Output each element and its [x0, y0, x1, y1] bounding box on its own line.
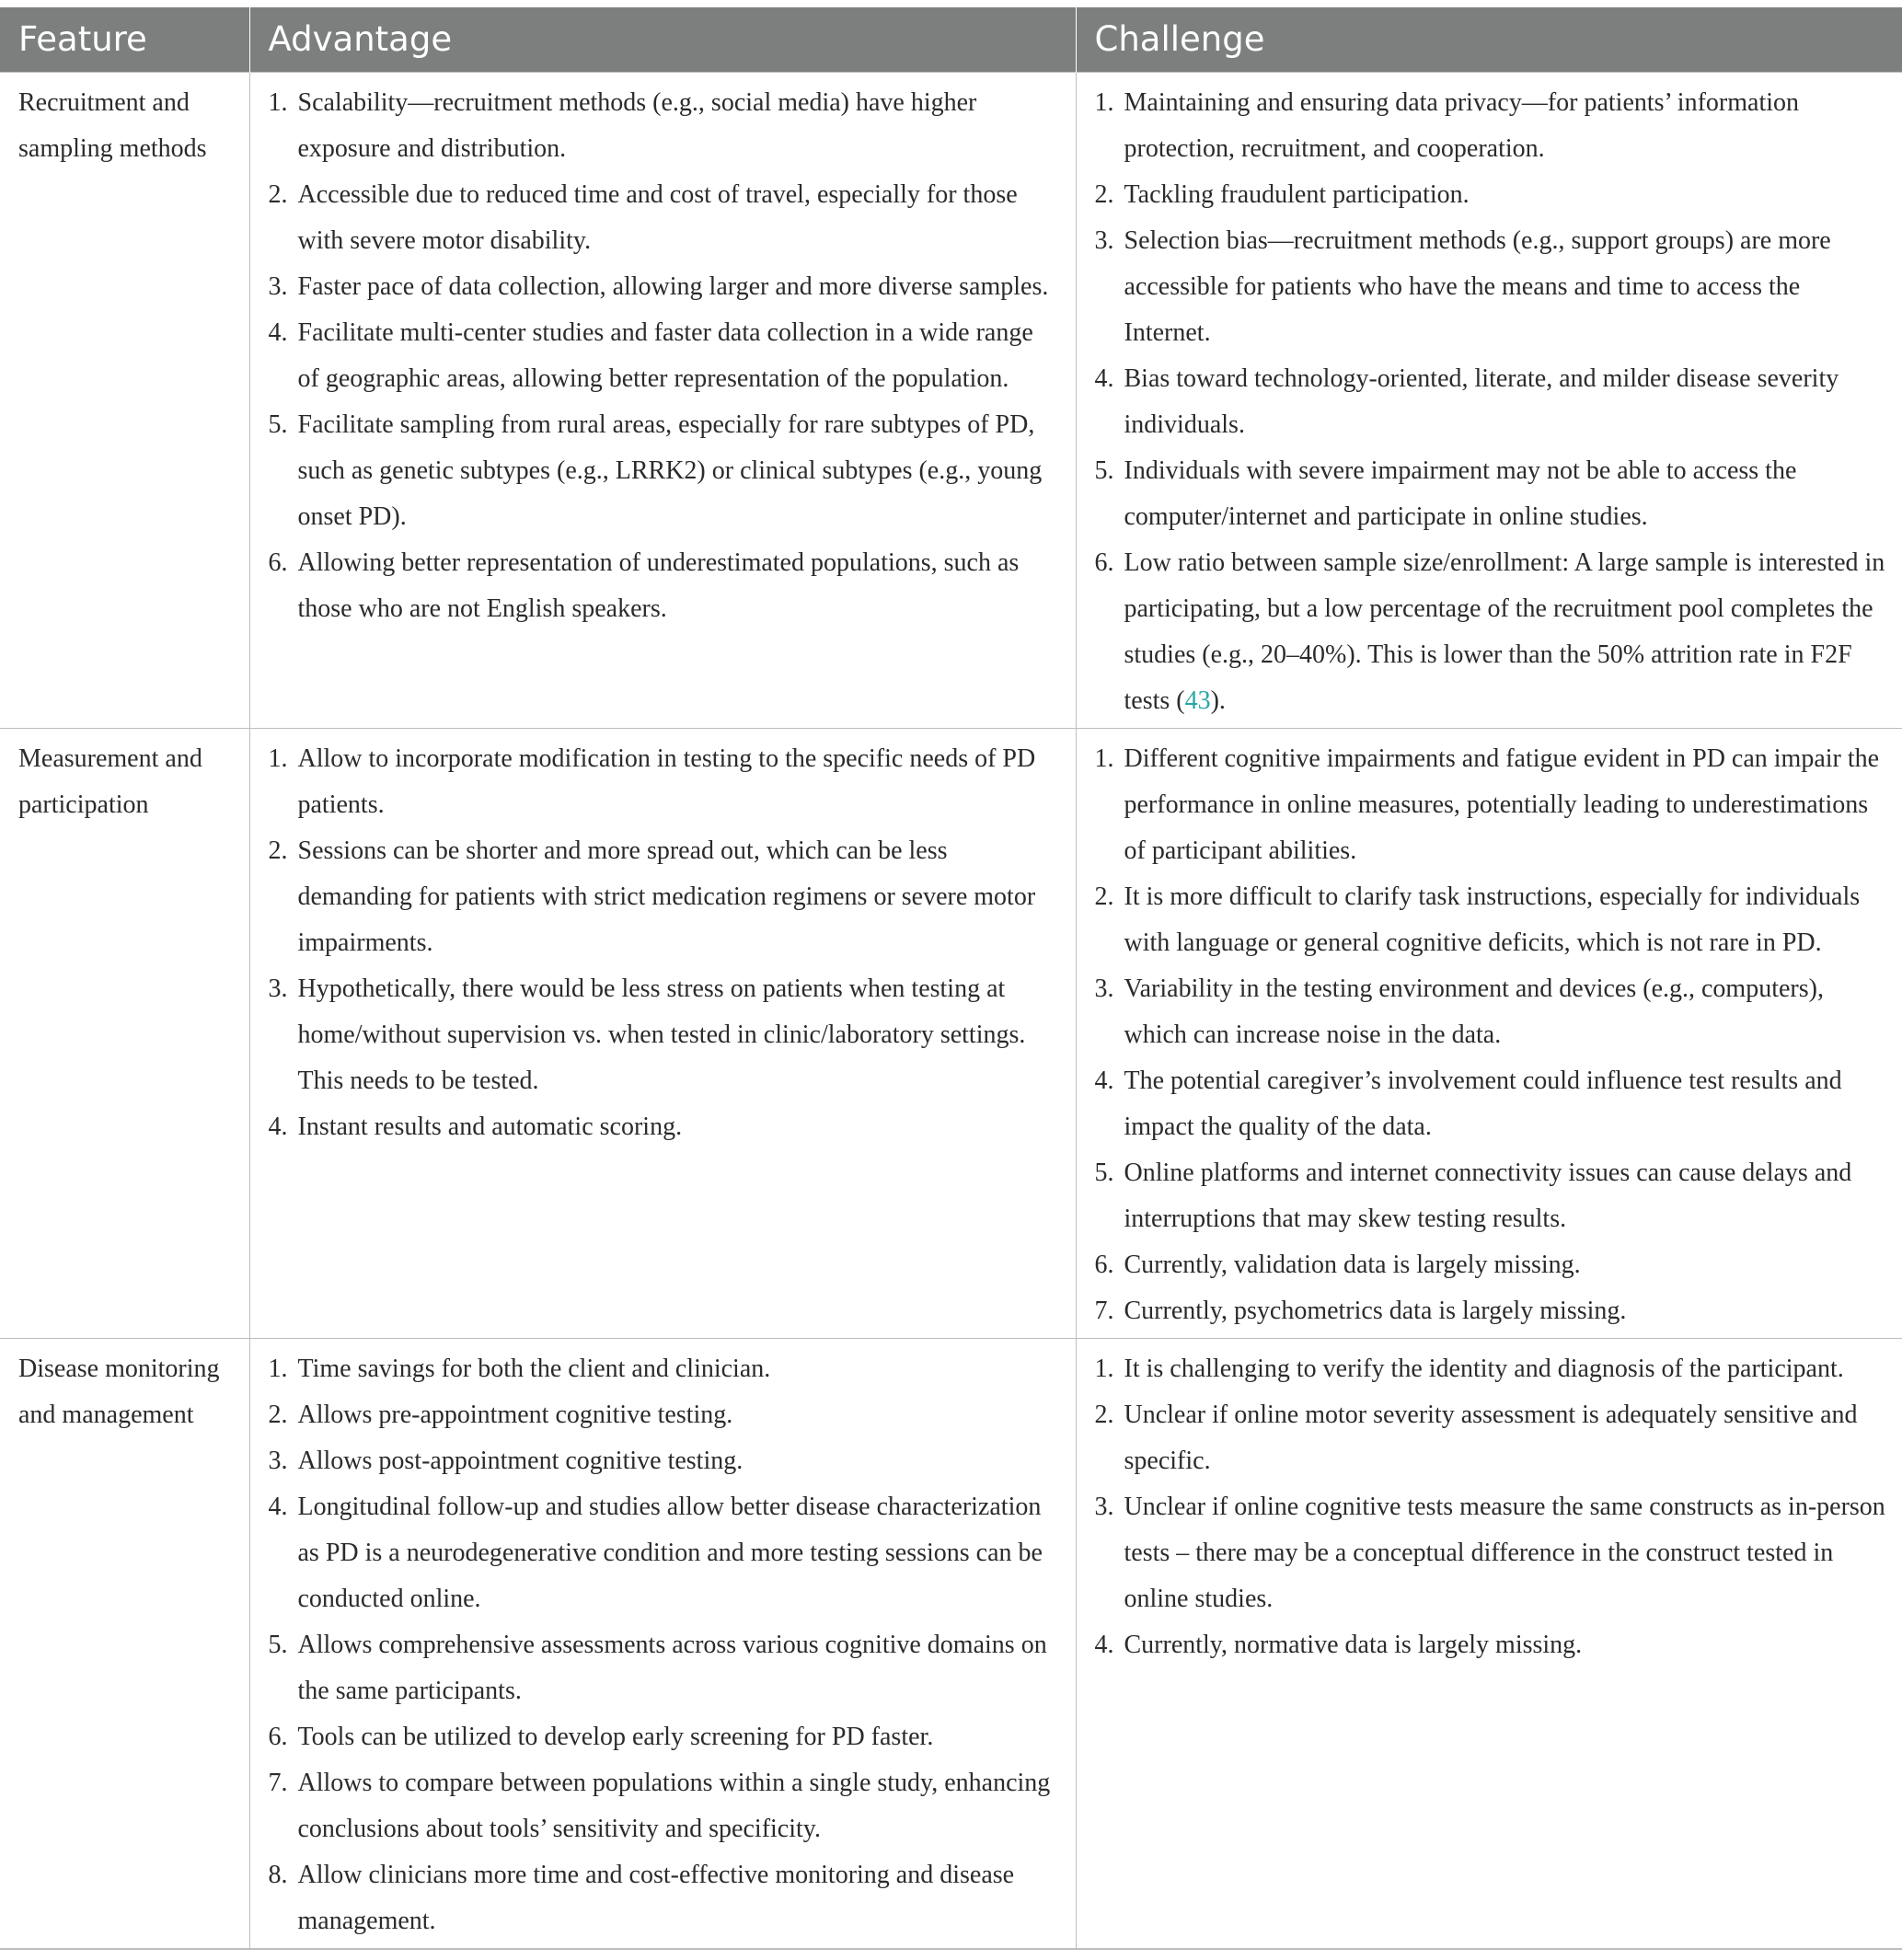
list-item: [269, 402, 1061, 540]
item-text: Low ratio between sample size/enrollment: A large sample is interested in participating, but a low percentage of the recruitment pool completes the studies (e.g., 20–40%). This is lower than the 50% attrition rate in F2F tests (: [1124, 548, 1885, 715]
item-text: Allowing better representation of underestimated populations, such as those who are not English speakers.: [297, 548, 1020, 623]
list-item: [1095, 1622, 1888, 1668]
item-number: 1.: [268, 1354, 288, 1383]
list-item: [269, 1392, 1061, 1438]
list-item: [1095, 1242, 1888, 1288]
item-number: 1.: [1094, 744, 1114, 773]
feature-cell: Measurement and participation: [0, 728, 249, 1338]
list-item: [269, 1760, 1061, 1852]
item-number: 1.: [268, 744, 288, 773]
header-feature: Feature: [0, 7, 249, 72]
list-item: [269, 736, 1061, 828]
item-number: 2.: [1094, 179, 1114, 209]
feature-cell: Recruitment and sampling methods: [0, 72, 249, 728]
item-text: Maintaining and ensuring data privacy—for patients’ information protection, recruitment, and cooperation.: [1124, 87, 1799, 163]
list-item: [269, 172, 1061, 264]
item-number: 3.: [1094, 974, 1114, 1003]
table-row: [0, 1338, 1902, 1949]
list-item: [1095, 966, 1888, 1058]
challenge-list: [1095, 736, 1888, 1334]
list-item: [1095, 1392, 1888, 1484]
item-number: 1.: [1094, 87, 1114, 117]
list-item: [269, 966, 1061, 1104]
item-number: 1.: [268, 87, 288, 117]
list-item: [269, 1484, 1061, 1622]
item-text: Allows to compare between populations within a single study, enhancing conclusions about tools’ sensitivity and specificity.: [297, 1768, 1051, 1843]
item-text: Faster pace of data collection, allowing larger and more diverse samples.: [297, 271, 1049, 301]
list-item: [1095, 1484, 1888, 1622]
advantage-cell: [249, 72, 1076, 728]
item-number: 4.: [1094, 1630, 1114, 1659]
item-number: 3.: [1094, 1492, 1114, 1521]
list-item: [269, 540, 1061, 632]
comparison-table: [0, 7, 1902, 1950]
item-text: Hypothetically, there would be less stress on patients when testing at home/without supervision vs. when tested in clinic/laboratory settings. This needs to be tested.: [297, 974, 1026, 1095]
item-text: Allow to incorporate modification in testing to the specific needs of PD patients.: [297, 744, 1036, 819]
item-text: Unclear if online cognitive tests measure the same constructs as in-person tests – there may be a conceptual difference in the construct tested in online studies.: [1124, 1492, 1885, 1613]
item-number: 6.: [268, 1722, 288, 1751]
list-item: [1095, 356, 1888, 448]
list-item: [269, 264, 1061, 310]
item-text: Online platforms and internet connectivity issues can cause delays and interruptions that may skew testing results.: [1124, 1158, 1852, 1233]
item-number: 3.: [1094, 225, 1114, 255]
comparison-table-container: [0, 7, 1902, 1950]
item-text: Allows pre-appointment cognitive testing.: [297, 1400, 733, 1429]
item-number: 2.: [268, 1400, 288, 1429]
item-text: It is challenging to verify the identity and diagnosis of the participant.: [1124, 1354, 1844, 1383]
challenge-cell: [1076, 72, 1902, 728]
list-item: [1095, 874, 1888, 966]
feature-cell: Disease monitoring and management: [0, 1338, 249, 1949]
advantage-cell: [249, 728, 1076, 1338]
header-advantage: Advantage: [249, 7, 1076, 72]
item-text: The potential caregiver’s involvement could influence test results and impact the quality of the data.: [1124, 1066, 1842, 1141]
item-text: Individuals with severe impairment may not be able to access the computer/internet and participate in online studies.: [1124, 455, 1797, 531]
item-number: 5.: [1094, 1158, 1114, 1187]
item-text: It is more difficult to clarify task instructions, especially for individuals with language or general cognitive deficits, which is not rare in PD.: [1124, 882, 1861, 957]
item-text-tail: ).: [1210, 686, 1226, 715]
list-item: [269, 1622, 1061, 1714]
item-text: Currently, validation data is largely missing.: [1124, 1250, 1581, 1279]
list-item: [269, 828, 1061, 966]
item-number: 2.: [1094, 1400, 1114, 1429]
item-number: 3.: [268, 1446, 288, 1475]
item-number: 4.: [1094, 363, 1114, 393]
item-text: Longitudinal follow-up and studies allow better disease characterization as PD is a neurodegenerative condition and more testing sessions can be conducted online.: [297, 1492, 1043, 1613]
table-header: [0, 7, 1902, 72]
item-number: 4.: [268, 317, 288, 347]
item-number: 7.: [1094, 1296, 1114, 1325]
list-item: [1095, 1150, 1888, 1242]
item-number: 7.: [268, 1768, 288, 1797]
item-text: Facilitate multi-center studies and faster data collection in a wide range of geographic areas, allowing better representation of the population.: [297, 317, 1033, 393]
item-text: Currently, normative data is largely missing.: [1124, 1630, 1583, 1659]
item-number: 3.: [268, 974, 288, 1003]
list-item: [1095, 80, 1888, 172]
advantage-list: [269, 1346, 1061, 1944]
item-text: Sessions can be shorter and more spread out, which can be less demanding for patients with strict medication regimens or severe motor impairments.: [297, 836, 1036, 957]
advantage-cell: [249, 1338, 1076, 1949]
list-item: [269, 1104, 1061, 1150]
header-challenge: Challenge: [1076, 7, 1902, 72]
item-text: Allow clinicians more time and cost-effective monitoring and disease management.: [297, 1860, 1015, 1935]
item-text: Selection bias—recruitment methods (e.g., support groups) are more accessible for patients who have the means and time to access the Internet.: [1124, 225, 1831, 347]
item-number: 1.: [1094, 1354, 1114, 1383]
item-text: Scalability—recruitment methods (e.g., social media) have higher exposure and distribution.: [297, 87, 977, 163]
item-text: Bias toward technology-oriented, literate, and milder disease severity individuals.: [1124, 363, 1839, 439]
item-number: 5.: [1094, 455, 1114, 485]
item-number: 2.: [268, 179, 288, 209]
item-number: 2.: [268, 836, 288, 865]
item-number: 8.: [268, 1860, 288, 1889]
item-text: Instant results and automatic scoring.: [297, 1112, 683, 1141]
challenge-list: [1095, 80, 1888, 724]
item-text: Currently, psychometrics data is largely missing.: [1124, 1296, 1627, 1325]
list-item: [1095, 218, 1888, 356]
item-text: Allows post-appointment cognitive testing.: [297, 1446, 744, 1475]
item-text: Tackling fraudulent participation.: [1124, 179, 1470, 209]
advantage-list: [269, 80, 1061, 632]
list-item: [1095, 736, 1888, 874]
advantage-list: [269, 736, 1061, 1150]
item-text: Tools can be utilized to develop early screening for PD faster.: [297, 1722, 934, 1751]
item-number: 6.: [1094, 548, 1114, 577]
list-item: [1095, 448, 1888, 540]
item-number: 2.: [1094, 882, 1114, 911]
table-row: [0, 728, 1902, 1338]
item-text: Accessible due to reduced time and cost of travel, especially for those with severe motor disability.: [297, 179, 1018, 255]
challenge-cell: [1076, 1338, 1902, 1949]
list-item: [1095, 1288, 1888, 1334]
challenge-cell: [1076, 728, 1902, 1338]
item-text: Allows comprehensive assessments across various cognitive domains on the same participants.: [297, 1630, 1047, 1705]
item-number: 4.: [1094, 1066, 1114, 1095]
table-row: [0, 72, 1902, 728]
challenge-list: [1095, 1346, 1888, 1668]
item-text: Different cognitive impairments and fatigue evident in PD can impair the performance in online measures, potentially leading to underestimations of participant abilities.: [1124, 744, 1880, 865]
item-number: 4.: [268, 1492, 288, 1521]
list-item: [269, 1438, 1061, 1484]
list-item: [1095, 540, 1888, 724]
list-item: [1095, 172, 1888, 218]
list-item: [269, 1346, 1061, 1392]
item-text: Unclear if online motor severity assessment is adequately sensitive and specific.: [1124, 1400, 1858, 1475]
list-item: [1095, 1346, 1888, 1392]
item-number: 4.: [268, 1112, 288, 1141]
list-item: [269, 1714, 1061, 1760]
list-item: [269, 310, 1061, 402]
item-number: 5.: [268, 409, 288, 439]
item-text: Facilitate sampling from rural areas, especially for rare subtypes of PD, such as genetic subtypes (e.g., LRRK2) or clinical subtypes (e.g., young onset PD).: [297, 409, 1043, 531]
list-item: [1095, 1058, 1888, 1150]
item-number: 6.: [1094, 1250, 1114, 1279]
header-row: [0, 7, 1902, 72]
list-item: [269, 80, 1061, 172]
item-text: Time savings for both the client and clinician.: [297, 1354, 771, 1383]
item-text: Variability in the testing environment and devices (e.g., computers), which can increase noise in the data.: [1124, 974, 1824, 1049]
list-item: [269, 1852, 1061, 1944]
item-number: 5.: [268, 1630, 288, 1659]
item-number: 3.: [268, 271, 288, 301]
citation-link[interactable]: 43: [1184, 686, 1211, 715]
table-body: [0, 72, 1902, 1949]
item-number: 6.: [268, 548, 288, 577]
